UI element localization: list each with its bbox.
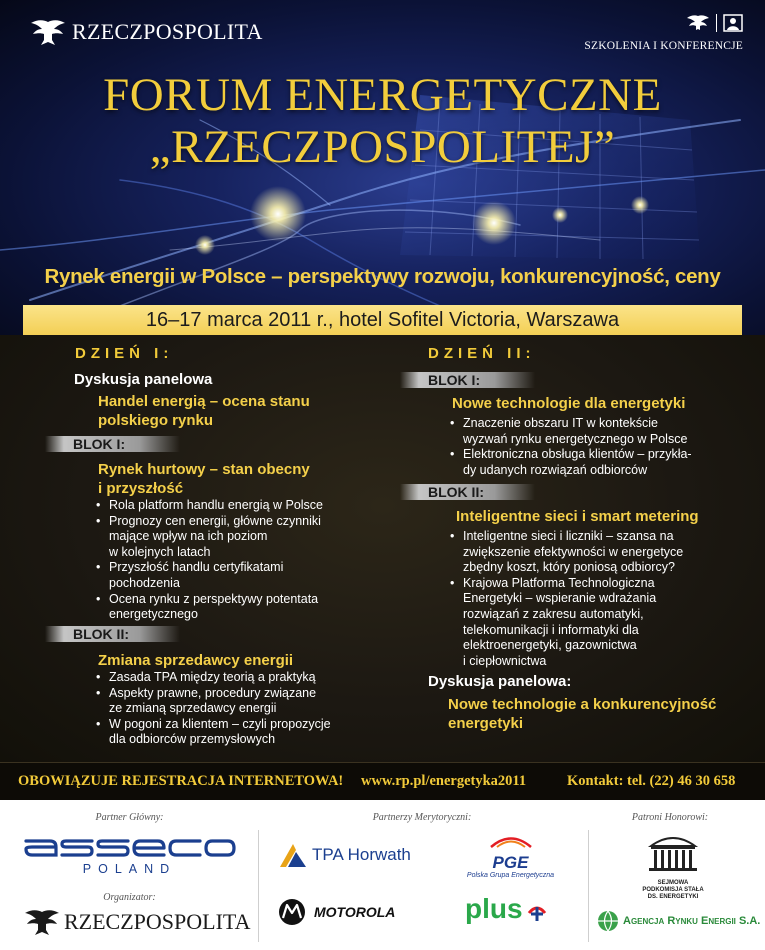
- motorola-logo: [278, 898, 395, 926]
- topic-line: Handel energią – ocena stanu: [98, 393, 310, 410]
- day2-blok2-label: BLOK II:: [400, 484, 535, 500]
- organizer-brand: RZECZPOSPOLITA: [64, 909, 251, 934]
- divider: [258, 830, 259, 942]
- motorola-batwing-icon: [278, 898, 306, 926]
- topic-line: Rynek hurtowy – stan obecny: [98, 461, 310, 478]
- plus-name: plus: [465, 893, 523, 924]
- list-item: • Przyszłość handlu certyfikatami pochodzenia: [95, 560, 385, 591]
- day1-label: DZIEŃ I:: [75, 345, 174, 362]
- eagle-icon: [24, 908, 60, 936]
- sejm-line: DS. ENERGETYKI: [647, 894, 699, 900]
- list-item: • Elektroniczna obsługa klientów – przykła- dy udanych rozwiązań odbiorców: [449, 447, 749, 478]
- list-item: • Ocena rynku z perspektywy potentata energetycznego: [95, 592, 385, 623]
- list-item: • Zasada TPA między teorią a praktyką: [95, 670, 385, 686]
- sejm-name: [618, 880, 728, 901]
- divider: [588, 830, 589, 942]
- divider: [716, 14, 717, 32]
- day1-panel-topic: [98, 392, 310, 430]
- sejm-line: PODKOMISJA STAŁA: [642, 887, 704, 893]
- sejm-building-icon: [645, 832, 701, 872]
- day2-panel-topic: [448, 695, 716, 733]
- list-item: • Prognozy cen energii, główne czynniki mające wpływ na ich poziom w kolejnych latach: [95, 514, 385, 561]
- list-item: • Aspekty prawne, procedury związane ze zmianą sprzedawcy energii: [95, 686, 385, 717]
- globe-icon: [597, 910, 619, 932]
- pge-full-name: Polska Grupa Energetyczna: [466, 872, 555, 879]
- plus-logo: [465, 893, 549, 925]
- day2-blok2-topic: Inteligentne sieci i smart metering: [456, 508, 699, 525]
- day2-blok1-topic: Nowe technologie dla energetyki: [452, 395, 686, 412]
- day1-blok1-topic: [98, 460, 310, 498]
- registration-bar: [0, 762, 765, 800]
- section-name: SZKOLENIA I KONFERENCJE: [584, 40, 743, 52]
- eagle-icon: [686, 14, 710, 32]
- list-item: • Krajowa Platforma Technologiczna Energetyki – wspieranie wdrażania rozwiązań z zakresu automatyki, telekomunikacji i informatyki dla elektroenergetyki, gazownictwa i ciepłownictwa: [449, 576, 749, 670]
- tpa-horwath-logo: [278, 842, 411, 868]
- rzeczpospolita-logo: [30, 18, 263, 46]
- day2-blok1-bullets: [449, 416, 749, 478]
- asseco-logo: [22, 833, 237, 859]
- eagle-icon: [30, 18, 66, 46]
- day2-blok1-label: BLOK I:: [400, 372, 535, 388]
- day1-blok1-bullets: [95, 498, 385, 623]
- contact-phone: Kontakt: tel. (22) 46 30 658: [567, 773, 736, 789]
- substantive-partners-label: Partnerzy Merytoryczni:: [372, 812, 472, 823]
- list-item: • Rola platform handlu energią w Polsce: [95, 498, 385, 514]
- tpa-name: TPA Horwath: [312, 845, 411, 864]
- tpa-triangle-icon: [278, 842, 308, 868]
- are-name: Agencja Rynku Energii S.A.: [623, 915, 761, 927]
- list-item: • W pogoni za klientem – czyli propozycje dla odbiorców przemysłowych: [95, 717, 385, 748]
- people-icon: [723, 14, 743, 32]
- day1-blok1-label: BLOK I:: [45, 436, 180, 452]
- topic-line: polskiego rynku: [98, 412, 214, 429]
- topic-line: i przyszłość: [98, 480, 184, 497]
- registration-url[interactable]: www.rp.pl/energetyka2011: [361, 773, 527, 789]
- honorary-patrons-label: Patroni Honorowi:: [631, 812, 709, 823]
- day2-label: DZIEŃ II:: [428, 345, 536, 362]
- event-title-line1: FORUM ENERGETYCZNE: [103, 69, 662, 121]
- date-place-bar: 16–17 marca 2011 r., hotel Sofitel Victoria, Warszawa: [23, 305, 742, 335]
- day2-panel-heading: Dyskusja panelowa:: [428, 673, 572, 690]
- organizer-logo: [24, 908, 250, 936]
- list-item: • Inteligentne sieci i liczniki – szansa na zwiększenie efektywności w energetyce zbędny koszt, który poniosą odbiorcy?: [449, 529, 749, 576]
- agencja-rynku-energii-logo: [597, 910, 760, 932]
- program-section: [0, 335, 765, 762]
- asseco-country: POLAND: [82, 862, 177, 876]
- main-partner-label: Partner Główny:: [95, 812, 164, 823]
- day1-blok2-topic: Zmiana sprzedawcy energii: [98, 652, 294, 669]
- day2-blok2-bullets: [449, 529, 749, 669]
- training-conferences-logo: [584, 12, 743, 52]
- pge-name: PGE: [492, 853, 529, 872]
- list-item: • Znaczenie obszaru IT w kontekście wyzwań rynku energetycznego w Polsce: [449, 416, 749, 447]
- motorola-name: MOTOROLA: [314, 904, 396, 920]
- sejm-line: SEJMOWA: [657, 880, 689, 886]
- day1-blok2-label: BLOK II:: [45, 626, 180, 642]
- event-subtitle: Rynek energii w Polsce – perspektywy rozwoju, konkurencyjność, ceny: [44, 265, 721, 288]
- pge-arc-icon: [481, 834, 541, 848]
- sejm-subcommittee-logo: [618, 832, 728, 901]
- organizer-label: Organizator:: [103, 892, 156, 903]
- registration-notice: OBOWIĄZUJE REJESTRACJA INTERNETOWA!: [18, 773, 344, 789]
- topic-line: Nowe technologie a konkurencyjność: [448, 696, 717, 713]
- day1-panel-heading: Dyskusja panelowa: [74, 371, 213, 388]
- topic-line: energetyki: [448, 715, 524, 732]
- plus-swirl-icon: [525, 901, 549, 925]
- brand-name: RZECZPOSPOLITA: [72, 19, 263, 44]
- pge-logo: [458, 834, 563, 879]
- day1-blok2-bullets: [95, 670, 385, 748]
- poster-header: [0, 0, 765, 335]
- event-title-line2: „RZECZPOSPOLITEJ”: [149, 121, 616, 173]
